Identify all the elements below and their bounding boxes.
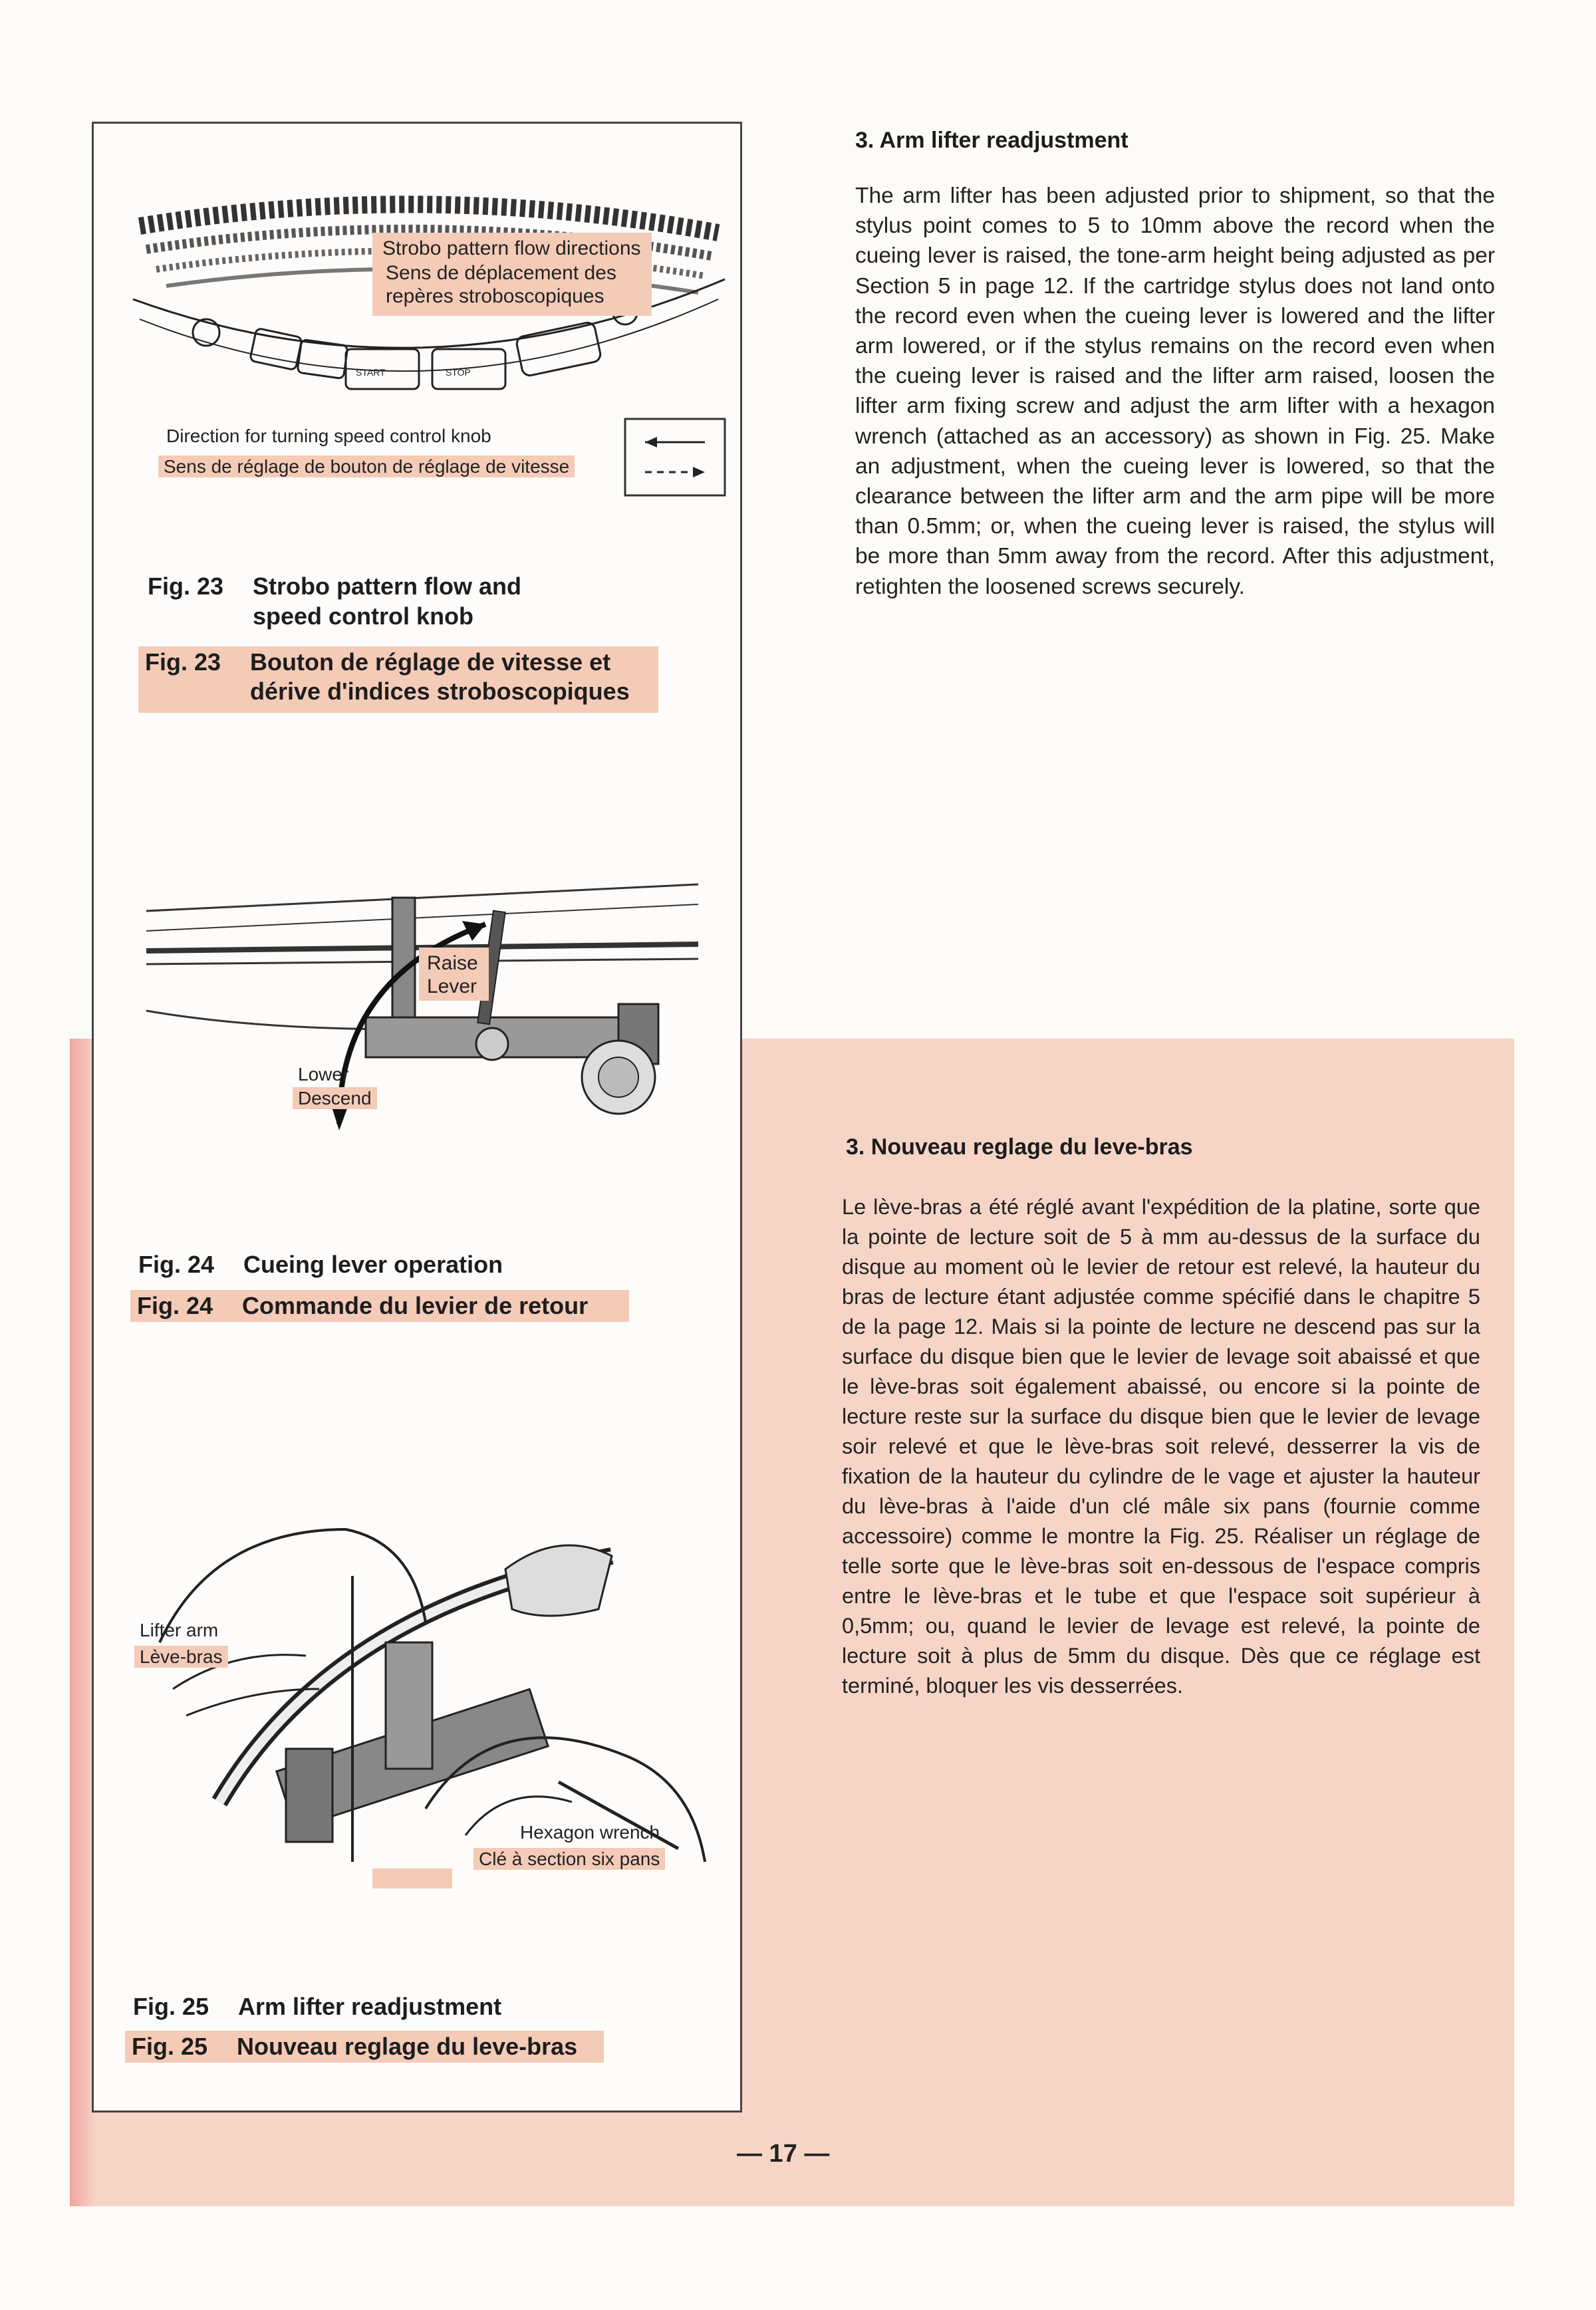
french-heading: 3. Nouveau reglage du leve-bras xyxy=(846,1134,1193,1160)
lifter-arm-label-en: Lifter arm xyxy=(140,1620,219,1640)
english-heading: 3. Arm lifter readjustment xyxy=(855,128,1129,153)
fig23-caption-en-2: speed control knob xyxy=(253,602,474,630)
french-body: Le lève-bras a été réglé avant l'expédition de la platine, sorte que la pointe de lecture soit de 5 à mm au-dessus de la surface du disque au moment où le levier de retour est relevé, la hauteur du bras de lecture étant adjustée comme spécifié dans le chapitre 5 de la page 12. Mais si la pointe de lecture ne descend pas sur la surface du disque bien que le levier de levage soit abaissé et que le lève-bras soit également abaissé, ou encore si la pointe de lecture reste sur la surface du disque bien que le levier de levage soir relevé et que le lève-bras soit relevé, desserrer la vis de fixation de la hauteur du cylindre de le vage et ajuster la hauteur du lève-bras à l'aide d'un clé mâle six pans (fournie comme accessoire) comme le montre la Fig. 25. Réaliser un réglage de telle sorte que le lève-bras soit en-dessous de l'espace compris entre le lève-bras et le tube et que l'espace soit supérieur à 0,5mm; ou, quand le levier de levage est relevé, la pointe de lecture soit à plus de 5mm du disque. Dès que ce réglage est terminé, bloquer les vis desserrées. xyxy=(842,1195,1480,1698)
page-number: — 17 — xyxy=(737,2140,830,2168)
lower-label: Lower xyxy=(298,1064,349,1085)
fig25-caption-en: Fig. 25 Arm lifter readjustment xyxy=(133,1993,502,2020)
cueing-lever-drawing xyxy=(140,858,705,1137)
fig25-caption-fr: Fig. 25 Nouveau reglage du leve-bras xyxy=(125,2031,604,2063)
fig24-caption-fr: Fig. 24 Commande du levier de retour xyxy=(130,1290,629,1322)
raise-label: Raise xyxy=(427,952,478,974)
lifter-arm-label-fr: Lève-bras xyxy=(134,1646,228,1668)
fig23-caption-en: Fig. 23 Strobo pattern flow and xyxy=(148,573,521,600)
strobo-label-en: Strobo pattern flow directions xyxy=(382,237,641,259)
fig24-illustration xyxy=(140,858,705,1137)
start-button-label: START xyxy=(356,367,386,378)
strobo-label-fr-1: Sens de déplacement des xyxy=(386,262,616,284)
lever-label: Lever xyxy=(427,975,477,997)
fig23-caption-fr: Fig. 23 Bouton de réglage de vitesse et dérive d'indices stroboscopiques xyxy=(138,646,658,713)
english-body: The arm lifter has been adjusted prior to shipment, so that the stylus point comes to 5 to 10mm above the record when the cueing lever is raised, the tone-arm height being adjusted as per Section 5 in page 12. If the cartridge stylus does not land onto the record even when the cueing lever is lowered and the lifter arm lowered, or if the stylus remains on the record even when the cueing lever is raised and the lifter arm raised, loosen the lifter arm fixing screw and adjust the arm lifter with a hexagon wrench (attached as an accessory) as shown in Fig. 25. Make an adjustment, when the cueing lever is lowered, so that the clearance between the lifter arm and the arm pipe will be more than 0.5mm; or, when the cueing lever is raised, the stylus will be more than 5mm away from the record. After this adjustment, retighten the loosened screws securely. xyxy=(855,184,1495,599)
direction-label-fr: Sens de réglage de bouton de réglage de vitesse xyxy=(158,456,575,477)
direction-label-en: Direction for turning speed control knob xyxy=(166,426,491,446)
hexagon-wrench-label-fr: Clé à section six pans xyxy=(473,1849,665,1870)
descend-label: Descend xyxy=(293,1088,377,1109)
strobo-label-fr-2: repères stroboscopiques xyxy=(386,285,604,307)
fig24-caption-en: Fig. 24 Cueing lever operation xyxy=(138,1251,503,1278)
stop-button-label: STOP xyxy=(446,367,471,378)
hexagon-wrench-label-en: Hexagon wrench xyxy=(520,1822,660,1843)
